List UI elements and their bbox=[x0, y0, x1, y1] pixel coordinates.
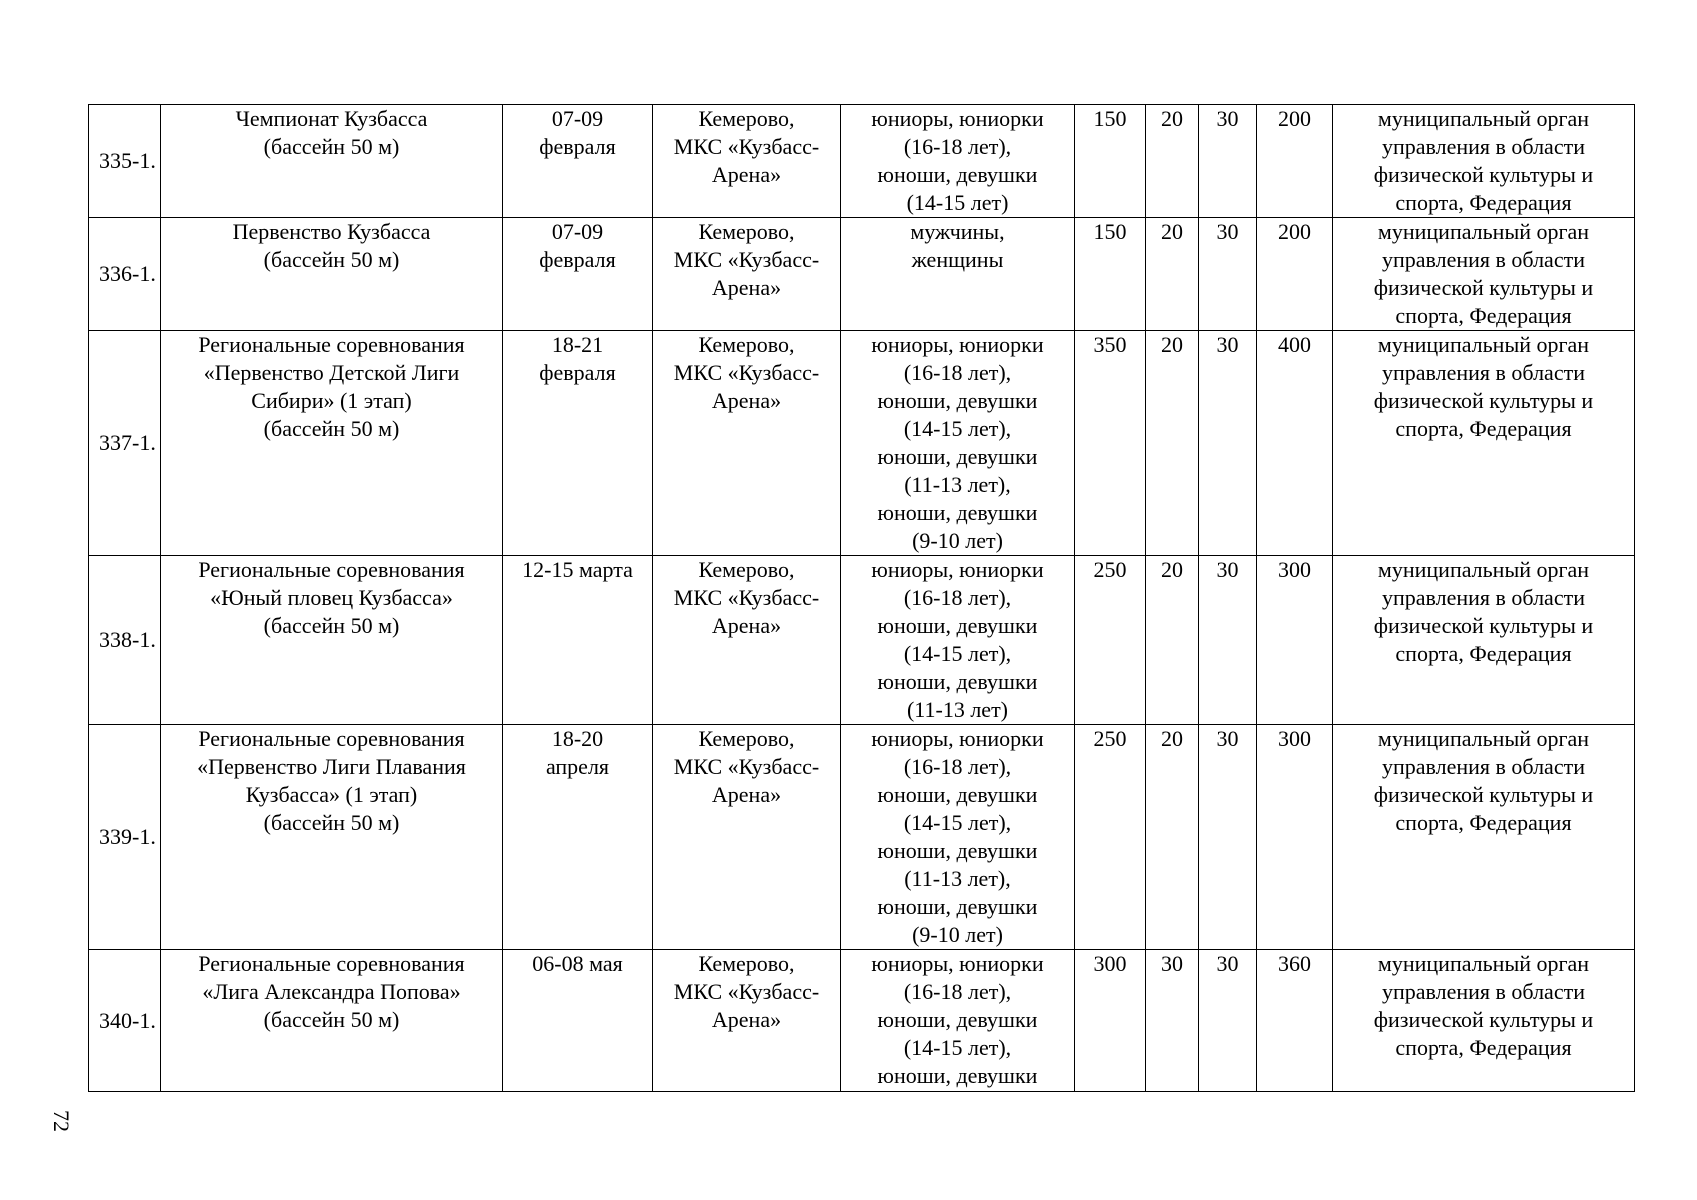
event-place-cell bbox=[653, 331, 841, 556]
organizer-line: физической культуры и bbox=[1373, 275, 1594, 300]
table-row bbox=[89, 105, 1635, 218]
coaches-count-cell: 30 bbox=[1146, 950, 1199, 1092]
event-name-line: Региональные соревнования bbox=[198, 557, 465, 582]
organizer-line: спорта, Федерация bbox=[1395, 1035, 1572, 1060]
athletes-count-cell: 250 bbox=[1075, 725, 1146, 950]
event-name-cell bbox=[161, 331, 503, 556]
organizer-line: спорта, Федерация bbox=[1395, 190, 1572, 215]
coaches-count-cell: 20 bbox=[1146, 105, 1199, 218]
event-dates-cell bbox=[503, 556, 653, 725]
event-name-cell bbox=[161, 950, 503, 1092]
table-row bbox=[89, 950, 1635, 1092]
event-dates-line: февраля bbox=[539, 247, 616, 272]
event-place-line: Кемерово, bbox=[698, 332, 795, 357]
organizer-line: управления в области bbox=[1382, 134, 1585, 159]
event-number-cell: 336-1. bbox=[89, 218, 161, 331]
organizer-cell bbox=[1333, 725, 1635, 950]
event-dates-line: апреля bbox=[545, 754, 610, 779]
event-name-line: (бассейн 50 м) bbox=[263, 613, 400, 638]
participants-line: (14-15 лет), bbox=[903, 416, 1012, 441]
organizer-line: муниципальный орган bbox=[1377, 106, 1590, 131]
event-place-line: МКС «Кузбасс- bbox=[673, 360, 820, 385]
organizer-line: управления в области bbox=[1382, 754, 1585, 779]
organizer-line: спорта, Федерация bbox=[1395, 416, 1572, 441]
event-dates-cell bbox=[503, 218, 653, 331]
organizer-line: управления в области bbox=[1382, 247, 1585, 272]
judges-count-cell: 30 bbox=[1199, 950, 1257, 1092]
participants-line: (14-15 лет), bbox=[903, 1035, 1012, 1060]
event-place-line: Арена» bbox=[711, 275, 782, 300]
event-name-line: «Юный пловец Кузбасса» bbox=[210, 585, 453, 610]
organizer-line: спорта, Федерация bbox=[1395, 303, 1572, 328]
participants-line: юноши, девушки bbox=[877, 1007, 1038, 1032]
event-place-line: Арена» bbox=[711, 1007, 782, 1032]
event-dates-line: 12-15 марта bbox=[522, 557, 633, 582]
judges-count-cell: 30 bbox=[1199, 725, 1257, 950]
page-number: 72 bbox=[49, 1110, 74, 1132]
participants-cell bbox=[841, 218, 1075, 331]
event-dates-cell bbox=[503, 950, 653, 1092]
event-dates-line: 06-08 мая bbox=[532, 951, 623, 976]
event-name-cell bbox=[161, 105, 503, 218]
participants-line: юноши, девушки bbox=[877, 894, 1038, 919]
event-place-line: МКС «Кузбасс- bbox=[673, 979, 820, 1004]
judges-count-cell: 30 bbox=[1199, 218, 1257, 331]
organizer-line: муниципальный орган bbox=[1377, 557, 1590, 582]
participants-line: юноши, девушки bbox=[877, 1063, 1038, 1088]
participants-line: (9-10 лет) bbox=[912, 528, 1003, 553]
participants-line: юноши, девушки bbox=[877, 500, 1038, 525]
athletes-count-cell: 300 bbox=[1075, 950, 1146, 1092]
event-place-line: Арена» bbox=[711, 388, 782, 413]
coaches-count-cell: 20 bbox=[1146, 331, 1199, 556]
event-number-cell: 337-1. bbox=[89, 331, 161, 556]
organizer-cell bbox=[1333, 331, 1635, 556]
organizer-line: спорта, Федерация bbox=[1395, 810, 1572, 835]
coaches-count-cell: 20 bbox=[1146, 725, 1199, 950]
event-name-cell bbox=[161, 218, 503, 331]
participants-line: (11-13 лет), bbox=[904, 472, 1011, 497]
table-body bbox=[89, 105, 1635, 1092]
event-place-line: Кемерово, bbox=[698, 726, 795, 751]
event-place-cell bbox=[653, 556, 841, 725]
athletes-count-cell: 150 bbox=[1075, 105, 1146, 218]
participants-line: (16-18 лет), bbox=[903, 754, 1012, 779]
participants-line: (14-15 лет), bbox=[903, 810, 1012, 835]
participants-cell bbox=[841, 556, 1075, 725]
total-count-cell: 200 bbox=[1257, 218, 1333, 331]
event-number-cell: 335-1. bbox=[89, 105, 161, 218]
participants-line: (16-18 лет), bbox=[903, 134, 1012, 159]
participants-line: (9-10 лет) bbox=[912, 922, 1003, 947]
judges-count-cell: 30 bbox=[1199, 105, 1257, 218]
event-name-line: «Первенство Детской Лиги bbox=[203, 360, 460, 385]
judges-count-cell: 30 bbox=[1199, 556, 1257, 725]
organizer-line: муниципальный орган bbox=[1377, 951, 1590, 976]
participants-line: юноши, девушки bbox=[877, 669, 1038, 694]
participants-line: юниоры, юниорки bbox=[871, 332, 1044, 357]
organizer-line: управления в области bbox=[1382, 979, 1585, 1004]
event-dates-line: 18-20 bbox=[551, 726, 604, 751]
event-name-line: (бассейн 50 м) bbox=[263, 810, 400, 835]
participants-cell bbox=[841, 105, 1075, 218]
participants-line: юниоры, юниорки bbox=[871, 557, 1044, 582]
total-count-cell: 400 bbox=[1257, 331, 1333, 556]
participants-line: (16-18 лет), bbox=[903, 585, 1012, 610]
coaches-count-cell: 20 bbox=[1146, 218, 1199, 331]
participants-line: мужчины, bbox=[910, 219, 1005, 244]
table-row bbox=[89, 218, 1635, 331]
event-dates-line: 07-09 bbox=[551, 219, 604, 244]
organizer-line: физической культуры и bbox=[1373, 388, 1594, 413]
event-name-line: (бассейн 50 м) bbox=[263, 134, 400, 159]
event-number-cell: 339-1. bbox=[89, 725, 161, 950]
participants-cell bbox=[841, 725, 1075, 950]
event-dates-line: 18-21 bbox=[551, 332, 604, 357]
event-place-line: Кемерово, bbox=[698, 951, 795, 976]
table-row bbox=[89, 725, 1635, 950]
organizer-cell bbox=[1333, 218, 1635, 331]
participants-cell bbox=[841, 950, 1075, 1092]
event-place-cell bbox=[653, 105, 841, 218]
organizer-line: муниципальный орган bbox=[1377, 332, 1590, 357]
event-place-line: Арена» bbox=[711, 782, 782, 807]
coaches-count-cell: 20 bbox=[1146, 556, 1199, 725]
event-place-line: Кемерово, bbox=[698, 219, 795, 244]
event-place-line: Арена» bbox=[711, 162, 782, 187]
athletes-count-cell: 150 bbox=[1075, 218, 1146, 331]
event-name-line: (бассейн 50 м) bbox=[263, 1007, 400, 1032]
organizer-cell bbox=[1333, 105, 1635, 218]
event-name-line: «Лига Александра Попова» bbox=[202, 979, 461, 1004]
event-name-line: Чемпионат Кузбасса bbox=[235, 106, 428, 131]
participants-line: (11-13 лет), bbox=[904, 866, 1011, 891]
event-place-line: МКС «Кузбасс- bbox=[673, 754, 820, 779]
event-place-line: Арена» bbox=[711, 613, 782, 638]
organizer-line: управления в области bbox=[1382, 360, 1585, 385]
athletes-count-cell: 250 bbox=[1075, 556, 1146, 725]
events-table bbox=[88, 104, 1635, 1092]
event-number-cell: 338-1. bbox=[89, 556, 161, 725]
total-count-cell: 300 bbox=[1257, 556, 1333, 725]
event-name-line: (бассейн 50 м) bbox=[263, 416, 400, 441]
event-place-line: МКС «Кузбасс- bbox=[673, 585, 820, 610]
event-place-cell bbox=[653, 725, 841, 950]
event-place-line: МКС «Кузбасс- bbox=[673, 247, 820, 272]
event-place-cell bbox=[653, 950, 841, 1092]
event-name-line: Региональные соревнования bbox=[198, 726, 465, 751]
event-name-line: Региональные соревнования bbox=[198, 332, 465, 357]
athletes-count-cell: 350 bbox=[1075, 331, 1146, 556]
total-count-cell: 360 bbox=[1257, 950, 1333, 1092]
organizer-cell bbox=[1333, 556, 1635, 725]
event-place-cell bbox=[653, 218, 841, 331]
organizer-line: муниципальный орган bbox=[1377, 219, 1590, 244]
organizer-line: спорта, Федерация bbox=[1395, 641, 1572, 666]
event-dates-line: февраля bbox=[539, 360, 616, 385]
participants-line: юниоры, юниорки bbox=[871, 106, 1044, 131]
organizer-cell bbox=[1333, 950, 1635, 1092]
total-count-cell: 200 bbox=[1257, 105, 1333, 218]
event-name-line: Сибири» (1 этап) bbox=[251, 388, 412, 413]
event-place-line: МКС «Кузбасс- bbox=[673, 134, 820, 159]
event-dates-cell bbox=[503, 105, 653, 218]
event-name-line: Региональные соревнования bbox=[198, 951, 465, 976]
participants-line: юниоры, юниорки bbox=[871, 726, 1044, 751]
event-dates-cell bbox=[503, 331, 653, 556]
total-count-cell: 300 bbox=[1257, 725, 1333, 950]
event-name-cell bbox=[161, 556, 503, 725]
organizer-line: физической культуры и bbox=[1373, 1007, 1594, 1032]
event-number-cell: 340-1. bbox=[89, 950, 161, 1092]
organizer-line: физической культуры и bbox=[1373, 613, 1594, 638]
participants-line: (11-13 лет) bbox=[906, 697, 1009, 722]
participants-line: юноши, девушки bbox=[877, 782, 1038, 807]
participants-line: юниоры, юниорки bbox=[871, 951, 1044, 976]
event-dates-line: февраля bbox=[539, 134, 616, 159]
participants-line: юноши, девушки bbox=[877, 838, 1038, 863]
organizer-line: физической культуры и bbox=[1373, 782, 1594, 807]
event-name-line: Кузбасса» (1 этап) bbox=[245, 782, 418, 807]
participants-cell bbox=[841, 331, 1075, 556]
event-name-line: «Первенство Лиги Плавания bbox=[197, 754, 466, 779]
table-row bbox=[89, 556, 1635, 725]
table-row bbox=[89, 331, 1635, 556]
participants-line: (14-15 лет) bbox=[906, 190, 1009, 215]
organizer-line: муниципальный орган bbox=[1377, 726, 1590, 751]
participants-line: юноши, девушки bbox=[877, 613, 1038, 638]
event-name-line: Первенство Кузбасса bbox=[232, 219, 431, 244]
event-place-line: Кемерово, bbox=[698, 557, 795, 582]
event-name-line: (бассейн 50 м) bbox=[263, 247, 400, 272]
participants-line: (14-15 лет), bbox=[903, 641, 1012, 666]
judges-count-cell: 30 bbox=[1199, 331, 1257, 556]
participants-line: юноши, девушки bbox=[877, 388, 1038, 413]
participants-line: юноши, девушки bbox=[877, 444, 1038, 469]
event-dates-line: 07-09 bbox=[551, 106, 604, 131]
event-name-cell bbox=[161, 725, 503, 950]
organizer-line: физической культуры и bbox=[1373, 162, 1594, 187]
organizer-line: управления в области bbox=[1382, 585, 1585, 610]
participants-line: юноши, девушки bbox=[877, 162, 1038, 187]
participants-line: (16-18 лет), bbox=[903, 360, 1012, 385]
event-place-line: Кемерово, bbox=[698, 106, 795, 131]
participants-line: (16-18 лет), bbox=[903, 979, 1012, 1004]
event-dates-cell bbox=[503, 725, 653, 950]
participants-line: женщины bbox=[911, 247, 1004, 272]
